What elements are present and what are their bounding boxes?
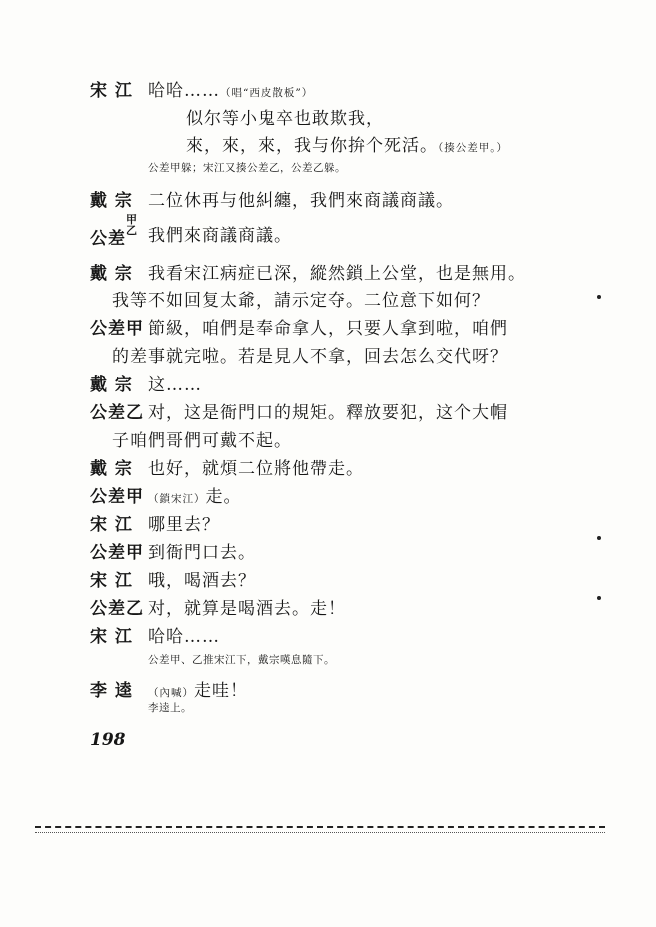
dialogue-text: 对，就算是喝酒去。走！ (148, 599, 346, 619)
verse-text: 來，來，來，我与你拚个死活。 (186, 136, 438, 156)
dialogue-text: 对，这是衙門口的規矩。釋放要犯，这个大帽 (148, 403, 508, 423)
speaker-dai-zong: 戴 宗 (90, 191, 133, 211)
bottom-rule (35, 826, 605, 833)
dialogue-text: 这…… (148, 375, 202, 395)
speaker-officer-b: 公差乙 (90, 403, 144, 423)
dialogue-line (148, 676, 248, 701)
speaker-officers (90, 224, 126, 249)
stage-note: （揍公差甲。） (438, 142, 508, 154)
dialogue-text: 走。 (205, 487, 242, 507)
dialogue-text: 我看宋江病症已深，縱然鎖上公堂，也是無用。 (148, 264, 526, 284)
speaker-officer-a: 公差甲 (90, 487, 144, 507)
speaker-li-kui: 李 逵 (90, 681, 133, 701)
dialogue-text: 哈哈…… (148, 81, 220, 101)
dialogue-text: 哈哈…… (148, 627, 220, 647)
speaker-bottom: 乙 (126, 224, 137, 237)
speaker-officer-b: 公差乙 (90, 599, 144, 619)
speaker-officer-a: 公差甲 (90, 319, 144, 339)
dialogue-text: 也好，就煩二位將他帶走。 (148, 459, 364, 479)
stage-direction: 李逵上。 (148, 702, 192, 714)
speaker-main: 公差 (90, 229, 126, 249)
speaker-dai-zong: 戴 宗 (90, 264, 133, 284)
scan-speck (597, 596, 601, 600)
speaker-song-jiang: 宋 江 (90, 515, 133, 535)
speaker-song-jiang: 宋 江 (90, 81, 133, 101)
stage-note: （鎖宋江） (148, 493, 206, 505)
stage-direction: 公差甲躲；宋江又揍公差乙，公差乙躲。 (148, 162, 346, 174)
dialogue-line (148, 482, 242, 507)
stage-direction: 公差甲、乙推宋江下，戴宗嘆息隨下。 (148, 654, 335, 666)
dialogue-text: 哪里去？ (148, 515, 220, 535)
dialogue-text: 走哇！ (194, 681, 248, 701)
speaker-dai-zong: 戴 宗 (90, 375, 133, 395)
speaker-officer-a: 公差甲 (90, 543, 144, 563)
speaker-song-jiang: 宋 江 (90, 627, 133, 647)
dialogue-text: 哦，喝酒去？ (148, 571, 256, 591)
dialogue-text: 到衙門口去。 (148, 543, 256, 563)
dialogue-text: 二位休再与他糾纏，我們來商議商議。 (148, 191, 454, 211)
dialogue-line (148, 76, 313, 101)
page-number: 198 (90, 730, 126, 750)
scan-speck (597, 536, 601, 540)
speaker-stack (126, 214, 137, 236)
dialogue-continuation: 我等不如回复太爺，請示定夺。二位意下如何？ (112, 291, 490, 311)
verse-line (186, 131, 508, 156)
dialogue-continuation: 的差事就完啦。若是見人不拿，回去怎么交代呀？ (112, 347, 508, 367)
stage-note: （唱“西皮散板”） (220, 87, 314, 99)
verse-line: 似尔等小鬼卒也敢欺我， (186, 109, 384, 129)
dialogue-continuation: 子咱們哥們可戴不起。 (112, 431, 292, 451)
dialogue-text: 節級，咱們是奉命拿人，只要人拿到啦，咱們 (148, 319, 508, 339)
dialogue-text: 我們來商議商議。 (148, 226, 292, 246)
speaker-top: 甲 (126, 213, 137, 226)
scan-speck (597, 295, 601, 299)
speaker-dai-zong: 戴 宗 (90, 459, 133, 479)
speaker-song-jiang: 宋 江 (90, 571, 133, 591)
stage-note: （內喊） (148, 687, 194, 699)
